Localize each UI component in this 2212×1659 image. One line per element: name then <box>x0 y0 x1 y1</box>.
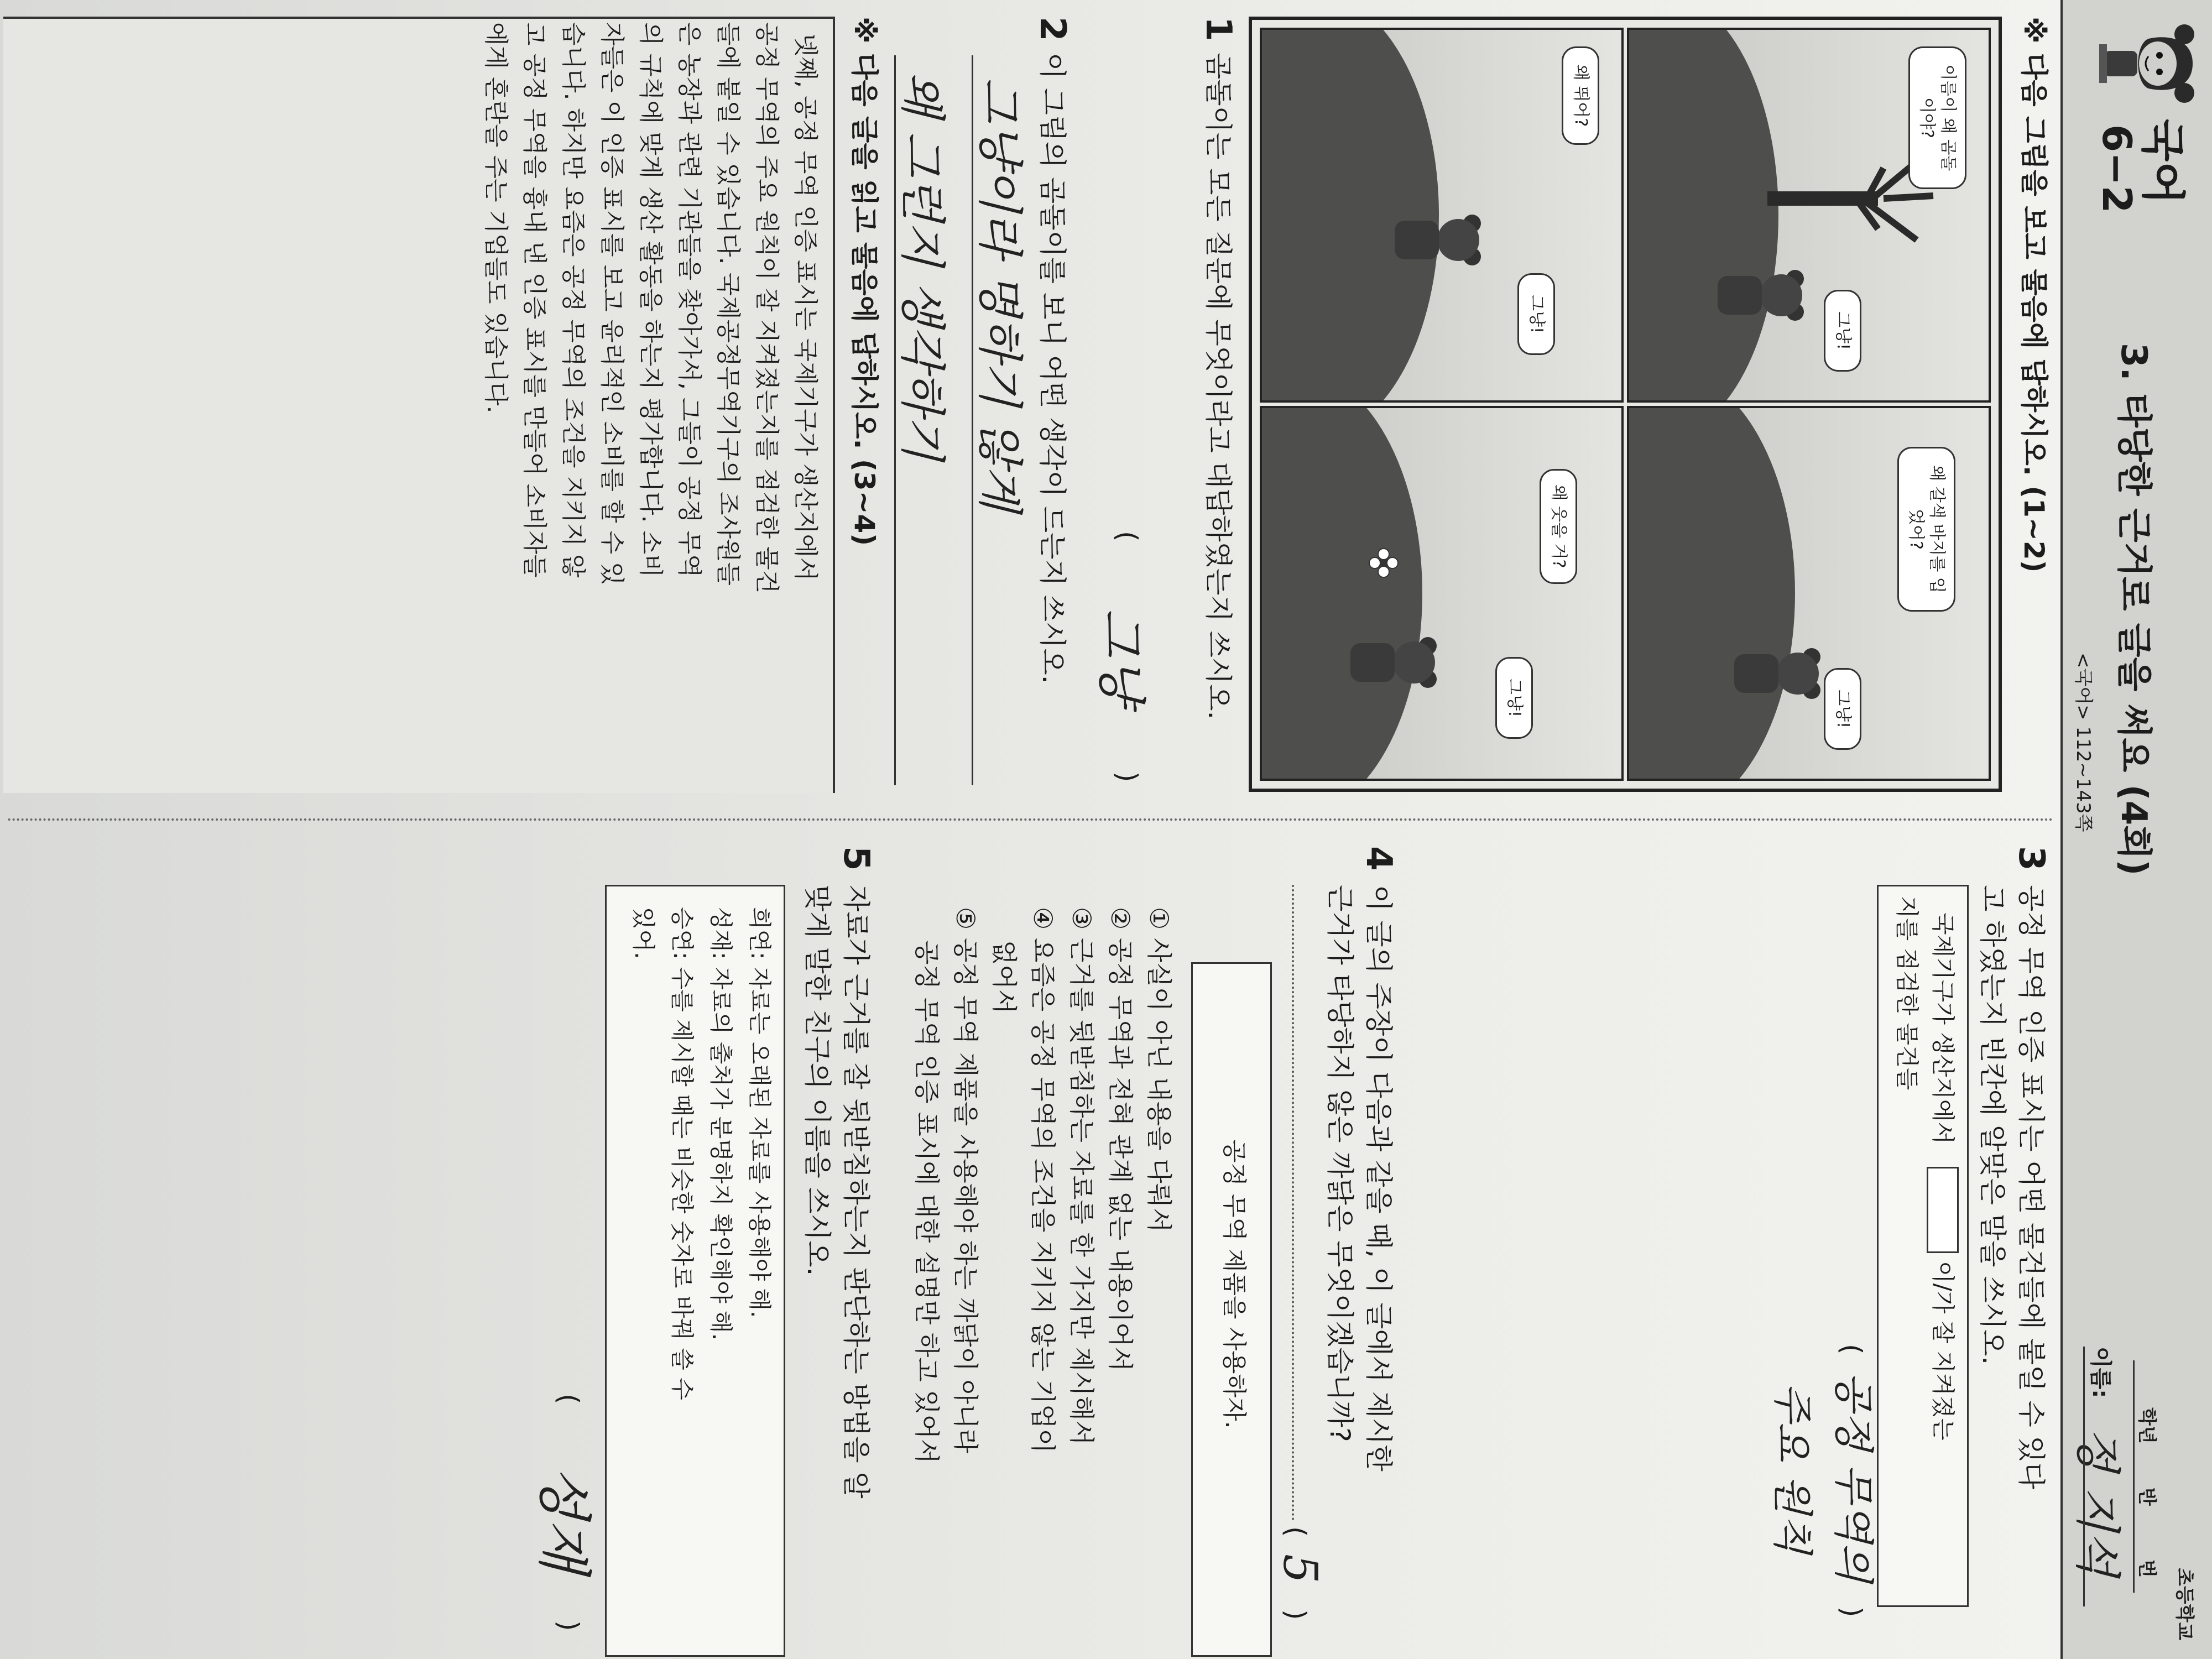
subject-title: 국어 <box>2137 119 2188 205</box>
bear-character-icon <box>1345 629 1439 696</box>
comic-bubble-8: 그냥! <box>1496 657 1533 739</box>
comic-bubble-3: 왜 갈색 바지를 입었어? <box>1897 447 1955 612</box>
q1-text: 곰돌이는 모든 질문에 무엇이라고 대답하였는지 쓰시오. <box>1202 53 1234 720</box>
q3-number: 3 <box>2011 846 2052 871</box>
q4-text-line-2: 근거가 타당하지 않은 까닭은 무엇이겠습니까? <box>1324 885 1356 1442</box>
q4-option-4[interactable]: ④ 요즘은 공정 무역의 조건을 지키지 않는 기업이 <box>1028 907 1058 1453</box>
comic-bubble-6: 그냥! <box>1518 273 1556 355</box>
passage-line-6: 자들은 이 인증 표시를 보고 윤리적인 소비를 할 수 있 <box>598 22 626 586</box>
q5-paren-close: ) <box>552 1620 585 1631</box>
q2-answer-underline-2 <box>894 55 896 785</box>
number-label: 번 <box>2136 1559 2158 1578</box>
comic-panel-3 <box>1260 28 1624 403</box>
q4-claim: 공정 무역 제품을 사용하자. <box>1220 1139 1248 1429</box>
comic-panel-1 <box>1627 28 1991 403</box>
q3-blank-box <box>1927 1167 1959 1253</box>
class-label: 반 <box>2136 1488 2158 1506</box>
q5-box-line-1: 희연: 자료는 오래된 자료를 사용해야 해. <box>746 907 773 1318</box>
bear-character-icon <box>1389 207 1483 273</box>
q4-text-line-1: 이 글의 주장이 다음과 같을 때, 이 글에서 제시한 <box>1363 885 1395 1472</box>
comic-bubble-5: 왜 뛰어? <box>1562 46 1600 145</box>
passage-line-5: 의 규칙에 맞게 생산 활동을 하는지 평가합니다. 소비 <box>637 22 665 578</box>
school-label: 초등학교 <box>2173 1568 2195 1641</box>
q3-box-text-after: 이/가 잘 지켜졌는 <box>1929 1261 1957 1441</box>
comic-bubble-4: 그냥! <box>1824 668 1862 750</box>
q5-box-line-2: 성재: 자료의 출처가 분명하지 확인해야 해. <box>707 907 734 1340</box>
passage-line-1: 넷째, 공정 무역 인증 표시는 국제기구가 생산지에서 <box>791 33 820 581</box>
q3-paren-open: ( <box>1835 1344 1867 1355</box>
q4-paren-open: ( <box>1280 1526 1312 1537</box>
comic-bubble-2: 그냥! <box>1824 290 1862 372</box>
q5-number: 5 <box>836 846 877 871</box>
q4-option-5[interactable]: ⑤ 공정 무역 제품을 사용해야 하는 까닭이 아니라 <box>951 907 980 1453</box>
q4-option-1[interactable]: ① 사실이 아닌 내용을 다뤄서 <box>1144 907 1174 1233</box>
q5-box-line-3: 승연: 수를 제시할 때는 비슷한 숫자로 바꿔 쓸 수 <box>669 907 696 1400</box>
q3-paren-close: ) <box>1835 1606 1867 1618</box>
name-underline <box>2083 1347 2085 1606</box>
q5-text-line-1: 자료가 근거를 잘 뒷받침하는지 판단하는 방법을 알 <box>840 885 872 1499</box>
passage-box <box>3 17 835 793</box>
q5-box-line-4: 있어. <box>630 907 657 959</box>
passage-line-7: 습니다. 하지만 요즘은 공정 무역의 조건을 지키지 않 <box>559 22 587 578</box>
passage-line-2: 공정 무역의 주요 원칙이 잘 지켜졌는지를 점검한 물건 <box>753 22 781 593</box>
q5-paren-open: ( <box>552 1394 585 1405</box>
comic-panel-4 <box>1260 406 1624 781</box>
grade-title: 6−2 <box>2094 124 2140 213</box>
q3-box-text-before: 국제기구가 생산지에서 <box>1929 912 1957 1145</box>
q4-option-3[interactable]: ③ 근거를 뒷받침하는 자료를 한 가지만 제시해서 <box>1067 907 1097 1446</box>
student-name: 정 지석 <box>2070 1427 2125 1577</box>
q1-paren-close: ) <box>1111 771 1143 782</box>
grade-label: 학년 <box>2136 1407 2158 1444</box>
section1-instruction: ※ 다음 그림을 보고 물음에 답하시오. (1~2) <box>2018 17 2050 573</box>
q3-box-text-line-2: 지를 점검한 물건들 <box>1893 896 1921 1091</box>
comic-bubble-1: 이름이 왜 곰돌이야? <box>1908 46 1966 189</box>
section2-instruction: ※ 다음 글을 읽고 물음에 답하시오. (3~4) <box>848 17 880 546</box>
comic-panel-2 <box>1627 406 1991 781</box>
q3-answer-line-2: 주요 원칙 <box>1768 1383 1816 1554</box>
q1-number: 1 <box>1198 17 1239 41</box>
bear-character-icon <box>1712 262 1806 328</box>
q3-text-line-1: 공정 무역 인증 표시는 어떤 물건들에 붙일 수 있다 <box>2015 885 2047 1490</box>
q4-paren-close: ) <box>1280 1609 1312 1620</box>
q4-answer: 5 <box>1273 1554 1327 1584</box>
q2-answer-line-2: 왜 그런지 생각하기 <box>895 72 950 461</box>
flower-icon <box>1367 546 1400 580</box>
column-divider <box>6 818 2052 821</box>
name-label: 이름: <box>2088 1347 2113 1399</box>
page-reference: <국어> 112~143쪽 <box>2072 653 2094 832</box>
q4-answer-dots <box>1292 885 1294 1521</box>
q5-text-line-2: 맞게 말한 친구의 이름을 쓰시오. <box>801 885 833 1276</box>
comic-bubble-7: 왜 웃을 거? <box>1540 469 1578 584</box>
passage-line-8: 고 공정 무역을 흉내 낸 인증 표시를 만들어 소비자들 <box>520 22 549 578</box>
q2-number: 2 <box>1032 17 1073 41</box>
passage-line-9: 에게 혼란을 주는 기업들도 있습니다. <box>482 22 510 414</box>
q3-text-line-2: 고 하였는지 빈칸에 알맞은 말을 쓰시오. <box>1976 885 2008 1365</box>
mascot-girl-icon <box>2090 22 2201 105</box>
q1-answer: 그냥 <box>1092 608 1150 705</box>
comic-strip <box>1249 17 2002 792</box>
q2-text: 이 그림의 곰돌이를 보니 어떤 생각이 드는지 쓰시오. <box>1036 53 1068 684</box>
bear-character-icon <box>1729 640 1823 707</box>
passage-line-3: 들에 붙일 수 있습니다. 국제공정무역기구의 조사원들 <box>714 22 742 586</box>
q4-option-5-cont: 공정 무역 인증 표시에 대한 설명만 하고 있어서 <box>912 940 942 1464</box>
q5-answer: 성재 <box>531 1465 596 1573</box>
q2-answer-underline-1 <box>972 55 973 785</box>
q4-number: 4 <box>1358 846 1399 871</box>
q2-answer-line-1: 그냥이라 명하기 않게 <box>973 77 1027 511</box>
unit-title: 3. 타당한 근거로 글을 써요 (4회) <box>2113 343 2154 876</box>
q3-answer-line-1: 공정 무역의 <box>1829 1371 1877 1582</box>
q1-paren-open: ( <box>1111 531 1143 542</box>
passage-line-4: 은 농장과 관련 기관들을 찾아가서, 그들이 공정 무역 <box>675 22 703 578</box>
q4-option-4-cont: 없어서 <box>989 940 1019 1014</box>
q4-option-2[interactable]: ② 공정 무역과 전혀 관계 없는 내용이어서 <box>1105 907 1135 1371</box>
